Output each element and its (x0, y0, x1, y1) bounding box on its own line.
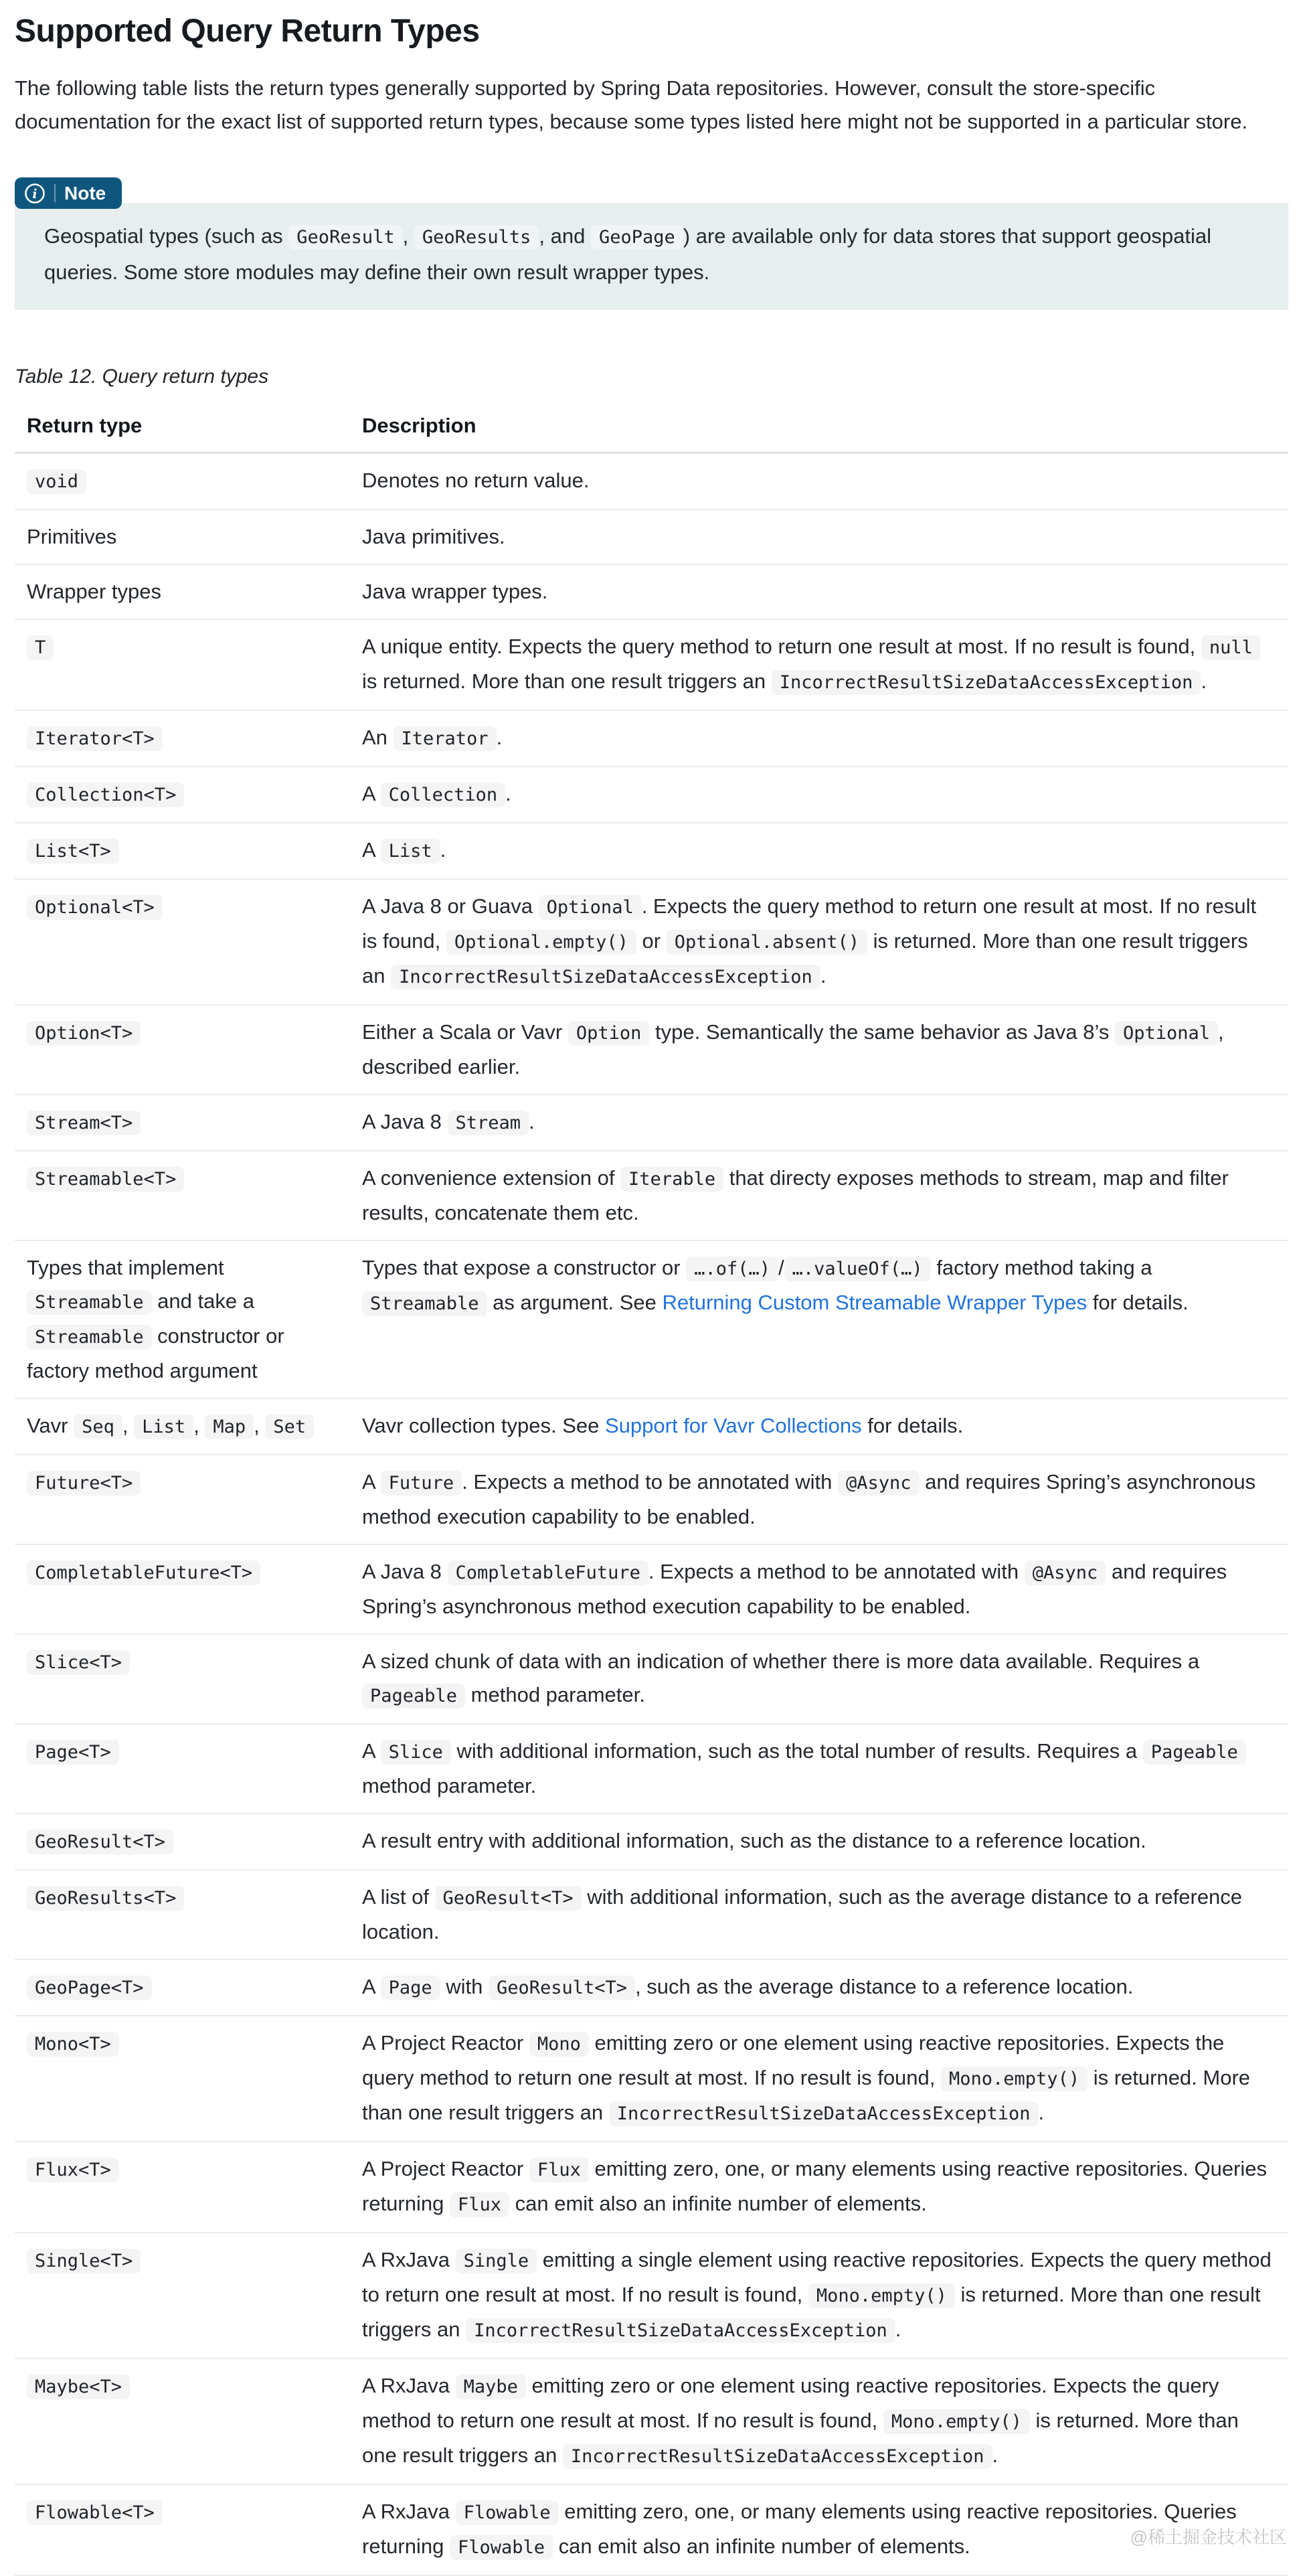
return-type-cell (15, 2016, 350, 2142)
inline-code: Mono<T> (27, 2032, 119, 2057)
inline-code: Maybe<T> (27, 2374, 130, 2399)
note-admonition (15, 177, 1288, 310)
inline-code: Pageable (362, 1684, 465, 1708)
description-cell: A Future . Expects a method to be annotated with @Async and requires Spring’s asynchronous method execution capability to be enabled. (350, 1455, 1288, 1544)
return-type-cell (15, 2142, 350, 2233)
inline-code: Streamable<T> (27, 1167, 184, 1192)
description-cell: A RxJava Flowable emitting zero, one, or many elements using reactive repositories. Queries returning Flowable can emit also an infinite number of elements. (350, 2484, 1288, 2575)
inline-code: GeoResults<T> (27, 1886, 184, 1911)
inline-code: CompletableFuture (448, 1560, 648, 1585)
table-row (15, 2358, 1288, 2484)
inline-code: Flowable (456, 2500, 559, 2525)
table-row (15, 879, 1288, 1005)
inline-code: Streamable (362, 1291, 487, 1316)
return-type-cell (15, 1724, 350, 1814)
column-header-return-type: Return type (15, 401, 350, 453)
inline-code: Stream<T> (27, 1111, 141, 1135)
table-row (15, 1544, 1288, 1634)
badge-divider (54, 184, 56, 202)
return-type-cell: Vavr Seq , List , Map , Set (15, 1398, 350, 1455)
inline-code: IncorrectResultSizeDataAccessException (772, 670, 1201, 695)
return-type-cell (15, 1005, 350, 1095)
inline-code: Map (205, 1415, 254, 1439)
return-type-cell (15, 767, 350, 823)
info-circle-icon (24, 183, 46, 204)
return-type-cell (15, 1959, 350, 2016)
description-cell: A Page with GeoResult<T> , such as the average distance to a reference location. (350, 1959, 1288, 2016)
table-row (15, 2233, 1288, 2358)
description-cell: A unique entity. Expects the query method to return one result at most. If no result is found, null is returned. More than one result triggers an IncorrectResultSizeDataAccessException . (350, 619, 1288, 710)
inline-code: ….of(…) (686, 1257, 778, 1281)
return-type-cell (15, 1634, 350, 1724)
note-body: Geospatial types (such as GeoResult , GeoResults , and GeoPage ) are available only for data stores that support geospatial queries. Some store modules may define their own result wrapper types. (15, 203, 1288, 310)
inline-code: GeoResult<T> (27, 1830, 173, 1854)
inline-code: null (1201, 635, 1261, 660)
return-type-cell (15, 1151, 350, 1240)
description-cell: A Collection . (350, 767, 1288, 823)
table-row (15, 564, 1288, 619)
table-row (15, 1455, 1288, 1544)
inline-code: Mono (529, 2032, 589, 2057)
inline-code: IncorrectResultSizeDataAccessException (609, 2101, 1039, 2126)
inline-code: Mono.empty() (941, 2067, 1088, 2091)
inline-code: Maybe (456, 2374, 526, 2399)
return-type-cell: Primitives (15, 509, 350, 564)
description-cell: A Project Reactor Mono emitting zero or one element using reactive repositories. Expects the query method to return one result at most. If no result is found, Mono.empty() is returned. More than one result triggers an IncorrectResultSizeDataAccessException . (350, 2016, 1288, 2142)
table-row (15, 767, 1288, 823)
table-row (15, 2142, 1288, 2233)
description-cell: Types that expose a constructor or ….of(…) / ….valueOf(…) factory method taking a Streamable as argument. See Returning Custom Streamable Wrapper Types for details. (350, 1240, 1288, 1398)
inline-code: IncorrectResultSizeDataAccessException (391, 965, 820, 989)
inline-code: Slice (381, 1740, 451, 1765)
inline-code: Flowable (450, 2535, 553, 2560)
inline-code: List (381, 839, 440, 864)
table-header (15, 401, 1288, 453)
inline-code: @Async (1025, 1560, 1106, 1585)
description-cell: Either a Scala or Vavr Option type. Semantically the same behavior as Java 8’s Optional , described earlier. (350, 1005, 1288, 1095)
table-row (15, 1870, 1288, 1959)
table-row (15, 1005, 1288, 1095)
description-cell: Java primitives. (350, 509, 1288, 564)
inline-code: Optional<T> (27, 895, 163, 920)
table-row (15, 1151, 1288, 1240)
return-type-cell (15, 2484, 350, 2575)
description-cell: An Iterator . (350, 710, 1288, 767)
return-type-cell (15, 2233, 350, 2358)
inline-link[interactable]: Returning Custom Streamable Wrapper Types (662, 1291, 1088, 1314)
return-type-cell (15, 1455, 350, 1544)
inline-code: IncorrectResultSizeDataAccessException (563, 2444, 992, 2469)
inline-code: Streamable (27, 1290, 152, 1315)
inline-link[interactable]: Support for Vavr Collections (605, 1414, 862, 1437)
inline-code: GeoResult (288, 225, 402, 250)
inline-code: Flowable<T> (27, 2500, 163, 2525)
description-cell: A list of GeoResult<T> with additional information, such as the average distance to a reference location. (350, 1870, 1288, 1959)
description-cell: A Java 8 or Guava Optional . Expects the query method to return one result at most. If no result is found, Optional.empty() or Optional.absent() is returned. More than one result triggers an IncorrectResultSizeDataAccessException . (350, 879, 1288, 1005)
inline-code: @Async (838, 1471, 920, 1496)
table-row (15, 619, 1288, 710)
column-header-description: Description (350, 401, 1288, 453)
watermark: @稀土掘金技术社区 (1130, 2527, 1287, 2547)
inline-code: Future (381, 1471, 462, 1496)
inline-code: Iterator (394, 726, 497, 751)
inline-code: GeoPage (591, 225, 683, 250)
inline-code: Option (568, 1021, 650, 1046)
inline-code: Optional.absent() (667, 930, 867, 955)
return-type-cell (15, 1814, 350, 1870)
description-cell: A convenience extension of Iterable that directy exposes methods to stream, map and filter results, concatenate them etc. (350, 1151, 1288, 1240)
inline-code: Optional (539, 895, 642, 920)
table-row (15, 1814, 1288, 1870)
description-cell: A RxJava Maybe emitting zero or one element using reactive repositories. Expects the query method to return one result at most. If no result is found, Mono.empty() is returned. More than one result triggers an IncorrectResultSizeDataAccessException . (350, 2358, 1288, 2484)
inline-code: Flux<T> (27, 2158, 119, 2182)
return-type-cell: Types that implement Streamable and take a Streamable constructor or factory method argument (15, 1240, 350, 1398)
table-row (15, 1398, 1288, 1455)
inline-code: Streamable (27, 1325, 152, 1350)
table-row (15, 1724, 1288, 1814)
inline-code: GeoResult<T> (489, 1976, 635, 2000)
return-type-cell (15, 823, 350, 879)
table-row (15, 1240, 1288, 1398)
description-cell: Denotes no return value. (350, 453, 1288, 510)
intro-paragraph: The following table lists the return types generally supported by Spring Data repositories. However, consult the store-specific documentation for the exact list of supported return types, because some types listed here might not be supported in a particular store. (15, 76, 1248, 133)
inline-code: Flux (529, 2158, 589, 2182)
inline-code: Set (265, 1415, 314, 1439)
description-cell: A RxJava Single emitting a single element using reactive repositories. Expects the query method to return one result at most. If no result is found, Mono.empty() is returned. More than one result triggers an IncorrectResultSizeDataAccessException . (350, 2233, 1288, 2358)
inline-code: List<T> (27, 839, 119, 864)
svg-text:i: i (32, 186, 37, 202)
note-badge (15, 177, 122, 209)
description-cell: A result entry with additional information, such as the distance to a reference location. (350, 1814, 1288, 1870)
inline-code: Single (456, 2249, 537, 2273)
page-title: Supported Query Return Types (15, 13, 480, 49)
inline-code: CompletableFuture<T> (27, 1560, 260, 1585)
table-row (15, 2484, 1288, 2575)
query-return-types-table (15, 401, 1288, 2576)
description-cell: Vavr collection types. See Support for Vavr Collections for details. (350, 1398, 1288, 1455)
inline-code: Optional.empty() (446, 930, 636, 955)
inline-code: List (134, 1415, 193, 1439)
article (0, 11, 1303, 2576)
inline-code: GeoResult<T> (435, 1886, 582, 1911)
description-cell: Java wrapper types. (350, 564, 1288, 619)
return-type-cell (15, 879, 350, 1005)
table-row (15, 453, 1288, 510)
return-type-cell (15, 619, 350, 710)
return-type-cell (15, 1095, 350, 1151)
inline-code: Seq (74, 1415, 122, 1439)
description-cell: A Java 8 CompletableFuture . Expects a method to be annotated with @Async and requires Spring’s asynchronous method execution capability to be enabled. (350, 1544, 1288, 1634)
inline-code: GeoResults (414, 225, 539, 250)
inline-code: Collection (381, 783, 506, 807)
return-type-cell (15, 1544, 350, 1634)
note-label: Note (64, 183, 106, 204)
table-row (15, 823, 1288, 879)
table-body (15, 453, 1288, 2576)
inline-code: Single<T> (27, 2249, 141, 2273)
inline-code: Flux (450, 2192, 509, 2217)
inline-code: Option<T> (27, 1021, 141, 1046)
table-row (15, 1959, 1288, 2016)
table-row (15, 2016, 1288, 2142)
return-type-cell (15, 453, 350, 510)
inline-code: Mono.empty() (883, 2409, 1030, 2434)
return-type-cell: Wrapper types (15, 564, 350, 619)
table-row (15, 1095, 1288, 1151)
inline-code: ….valueOf(…) (784, 1257, 931, 1281)
inline-code: GeoPage<T> (27, 1976, 152, 2000)
inline-code: Slice<T> (27, 1650, 130, 1675)
inline-code: Mono.empty() (808, 2283, 955, 2308)
description-cell: A Project Reactor Flux emitting zero, one, or many elements using reactive repositories. Queries returning Flux can emit also an infinite number of elements. (350, 2142, 1288, 2233)
return-type-cell (15, 710, 350, 767)
table-header-row (15, 401, 1288, 453)
return-type-cell (15, 1870, 350, 1959)
inline-code: Iterator<T> (27, 726, 163, 751)
description-cell: A sized chunk of data with an indication of whether there is more data available. Requires a Pageable method parameter. (350, 1634, 1288, 1724)
inline-code: Page (381, 1976, 440, 2000)
inline-code: Pageable (1143, 1740, 1246, 1765)
table-row (15, 710, 1288, 767)
inline-code: Collection<T> (27, 783, 184, 807)
table-row (15, 509, 1288, 564)
table-caption: Table 12. Query return types (15, 366, 269, 388)
inline-code: T (27, 635, 54, 660)
inline-code: Stream (448, 1111, 529, 1135)
return-type-cell (15, 2358, 350, 2484)
description-cell: A Java 8 Stream . (350, 1095, 1288, 1151)
table-row (15, 1634, 1288, 1724)
description-cell: A Slice with additional information, such as the total number of results. Requires a Pageable method parameter. (350, 1724, 1288, 1814)
inline-code: void (27, 469, 86, 494)
inline-code: Future<T> (27, 1471, 141, 1496)
description-cell: A List . (350, 823, 1288, 879)
inline-code: Page<T> (27, 1740, 119, 1765)
inline-code: Optional (1115, 1021, 1218, 1046)
inline-code: IncorrectResultSizeDataAccessException (466, 2318, 895, 2343)
inline-code: Iterable (620, 1167, 723, 1192)
